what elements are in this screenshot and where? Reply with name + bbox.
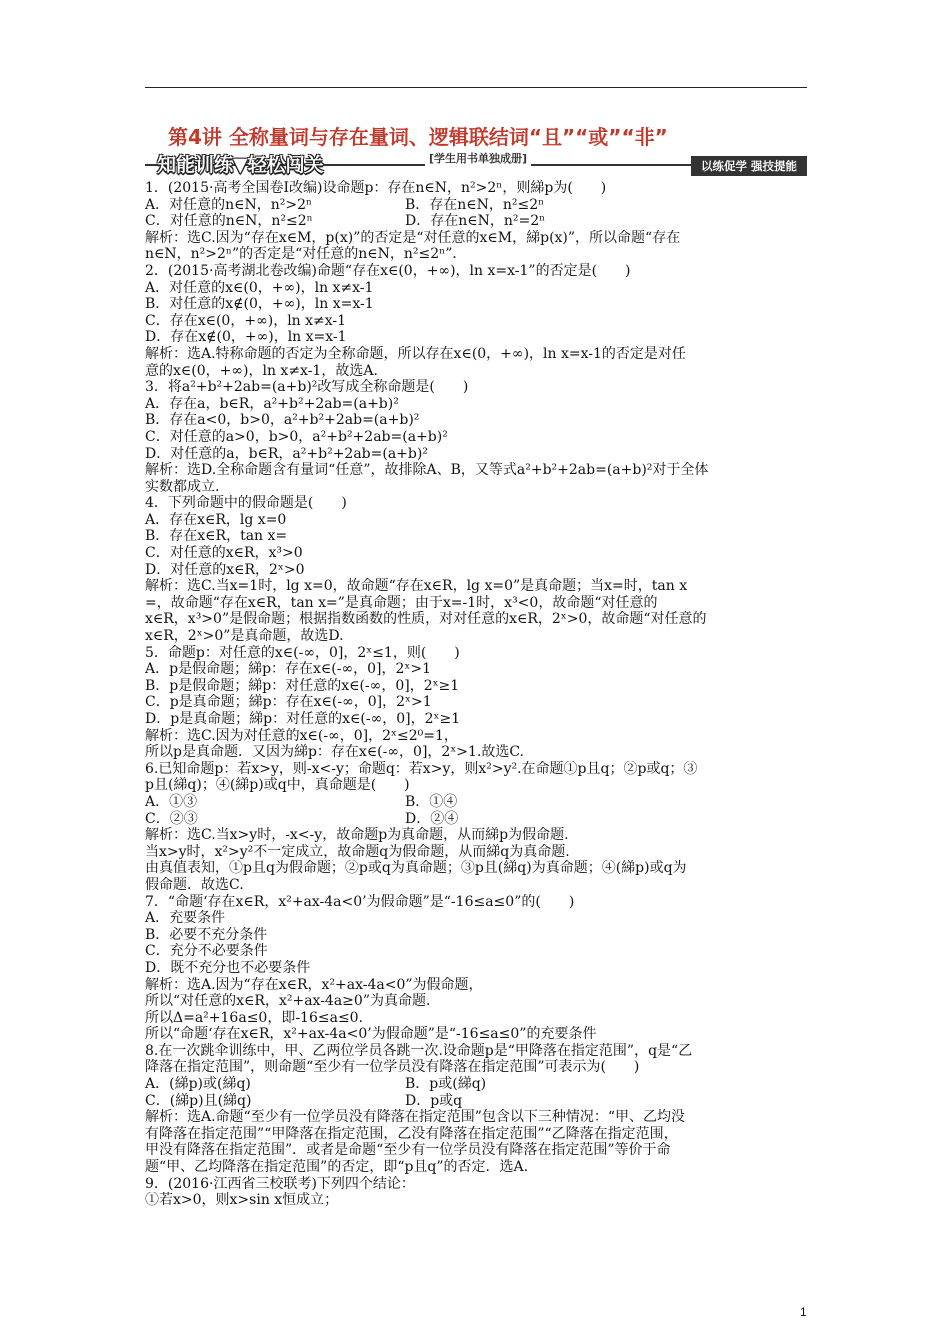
option-row — [145, 197, 807, 214]
option-text: A．(綈p)或(綈q) — [145, 1076, 251, 1093]
option-text: C．(綈p)且(綈q) — [145, 1092, 252, 1109]
text-line: 解析：选A.特称命题的否定为全称命题，所以存在x∈(0，+∞)，ln x=x-1的否定是对任 — [145, 345, 686, 362]
banner-note: [学生用书单独成册] — [425, 150, 531, 166]
option-text: B．p或(綈q) — [405, 1076, 487, 1093]
text-line: 有降落在指定范围”“甲降落在指定范围，乙没有降落在指定范围”“乙降落在指定范围， — [145, 1125, 678, 1142]
text-line: A．充要条件 — [145, 910, 226, 927]
text-line: 3．将a²+b²+2ab=(a+b)²改写成全称命题是( ) — [145, 379, 469, 396]
option-row — [145, 811, 807, 828]
text-line: A．存在x∈R，lg x=0 — [145, 511, 287, 528]
option-text: B．①④ — [405, 793, 458, 810]
option-text: D．②④ — [405, 810, 459, 827]
banner-tag: 以练促学 强技提能 — [691, 156, 807, 176]
text-line: 降落在指定范围”，则命题“至少有一位学员没有降落在指定范围”可表示为( ) — [145, 1059, 640, 1076]
option-row — [145, 213, 807, 230]
text-line: 所以Δ=a²+16a≤0，即-16≤a≤0. — [145, 1009, 364, 1026]
exercise-content — [145, 180, 807, 1209]
text-line: 解析：选A.因为“存在x∈R，x²+ax-4a<0”为假命题， — [145, 976, 483, 993]
text-line: =，故命题“存在x∈R，tan x=”是真命题；由于x=-1时，x³<0，故命题“对任意的 — [145, 594, 658, 611]
page-title: 第4讲 全称量词与存在量词、逻辑联结词“且”“或”“非” — [168, 125, 668, 149]
option-text: A．对任意的n∈N，n²>2ⁿ — [145, 196, 313, 213]
text-line: B．存在a<0，b>0，a²+b²+2ab=(a+b)² — [145, 412, 420, 429]
text-line: x∈R，x³>0”是假命题；根据指数函数的性质，对对任意的x∈R，2ˣ>0，故命题“对任意的 — [145, 611, 707, 628]
text-line: 2．(2015·高考湖北卷改编)命题“存在x∈(0，+∞)，ln x=x-1”的否定是( ) — [145, 262, 631, 279]
text-line: 7．“命题‘存在x∈R，x²+ax-4a<0’为假命题”是“-16≤a≤0”的( ) — [145, 893, 575, 910]
text-line: D．对任意的x∈R，2ˣ>0 — [145, 561, 305, 578]
text-line: 解析：选C.当x>y时，-x<-y，故命题p为真命题，从而綈p为假命题. — [145, 827, 569, 844]
page-number: 1 — [800, 1305, 807, 1319]
text-line: 所以“命题‘存在x∈R，x²+ax-4a<0’为假命题”是“-16≤a≤0”的充要条件 — [145, 1026, 597, 1043]
text-line: 由真值表知，①p且q为假命题；②p或q为真命题；③p且(綈q)为真命题；④(綈p)或q为 — [145, 860, 687, 877]
text-line: C．存在x∈(0，+∞)，ln x≠x-1 — [145, 312, 347, 329]
text-line: C．对任意的x∈R，x³>0 — [145, 545, 303, 562]
text-line: D．对任意的a，b∈R，a²+b²+2ab=(a+b)² — [145, 445, 428, 462]
text-line: A．p是假命题；綈p：存在x∈(-∞，0]，2ˣ>1 — [145, 661, 431, 678]
text-line: B．必要不充分条件 — [145, 926, 268, 943]
text-line: D．p是真命题；綈p：对任意的x∈(-∞，0]，2ˣ≥1 — [145, 711, 461, 727]
text-line: 1．(2015·高考全国卷Ⅰ改编)设命题p：存在n∈N，n²>2ⁿ，则綈p为( ) — [145, 180, 607, 196]
text-line: 所以p是真命题．又因为綈p：存在x∈(-∞，0]，2ˣ>1.故选C. — [145, 744, 524, 761]
text-line: 解析：选D.全称命题含有量词“任意”，故排除A、B，又等式a²+b²+2ab=(a+b)²对于全体 — [145, 462, 709, 479]
text-line: 甲没有降落在指定范围”．或者是命题“至少有一位学员没有降落在指定范围”等价于命 — [145, 1142, 671, 1159]
text-line: x∈R，2ˣ>0”是真命题，故选D. — [145, 628, 344, 645]
text-line: 4．下列命题中的假命题是( ) — [145, 495, 347, 512]
option-text: A．①③ — [145, 793, 198, 810]
text-line: D．既不充分也不必要条件 — [145, 959, 311, 976]
text-line: 意的x∈(0，+∞)，ln x≠x-1，故选A. — [145, 362, 378, 379]
option-row — [145, 1076, 807, 1093]
text-line: C．p是真命题；綈p：存在x∈(-∞，0]，2ˣ>1 — [145, 694, 432, 711]
option-text: D．存在n∈N，n²=2ⁿ — [405, 213, 546, 230]
text-line: C．充分不必要条件 — [145, 943, 268, 960]
text-line: 题“甲、乙均降落在指定范围”的否定，即“p且q”的否定．选A. — [145, 1159, 529, 1176]
option-row — [145, 794, 807, 811]
text-line: 解析：选C.因为“存在x∈M，p(x)”的否定是“对任意的x∈M，綈p(x)”，所以命题“存在 — [145, 229, 681, 246]
text-line: 5．命题p：对任意的x∈(-∞，0]，2ˣ≤1，则( ) — [145, 644, 460, 661]
text-line: B．存在x∈R，tan x= — [145, 528, 288, 545]
text-line: D．存在x∉(0，+∞)，ln x=x-1 — [145, 329, 347, 346]
text-line: 9．(2016·江西省三校联考)下列四个结论： — [145, 1175, 415, 1192]
option-text: C．对任意的n∈N，n²≤2ⁿ — [145, 213, 313, 230]
option-text: C．②③ — [145, 810, 198, 827]
text-line: ①若x>0，则x>sin x恒成立； — [145, 1192, 339, 1209]
text-line: A．对任意的x∈(0，+∞)，ln x≠x-1 — [145, 279, 374, 296]
banner-label: 知能训练▼轻松闯关 — [157, 154, 324, 176]
text-line: 假命题．故选C. — [145, 876, 244, 893]
text-line: B．对任意的x∉(0，+∞)，ln x=x-1 — [145, 296, 374, 313]
text-line: 解析：选A.命题“至少有一位学员没有降落在指定范围”包含以下三种情况：“甲、乙均没 — [145, 1109, 686, 1126]
text-line: 当x>y时，x²>y²不一定成立，故命题q为假命题，从而綈q为真命题. — [145, 843, 570, 860]
text-line: p且(綈q)；④(綈p)或q中，真命题是( ) — [145, 777, 410, 794]
section-banner — [145, 150, 807, 176]
text-line: C．对任意的a>0，b>0，a²+b²+2ab=(a+b)² — [145, 428, 448, 445]
text-line: 实数都成立. — [145, 478, 220, 495]
text-line: A．存在a，b∈R，a²+b²+2ab=(a+b)² — [145, 395, 399, 412]
text-line: n∈N，n²>2ⁿ”的否定是“对任意的n∈N，n²≤2ⁿ”． — [145, 246, 467, 263]
option-row — [145, 1093, 807, 1110]
text-line: 解析：选C.因为对任意的x∈(-∞，0]，2ˣ≤2⁰=1， — [145, 727, 458, 744]
text-line: 8.在一次跳伞训练中，甲、乙两位学员各跳一次.设命题p是“甲降落在指定范围”，q是“乙 — [145, 1042, 693, 1059]
text-line: B．p是假命题；綈p：对任意的x∈(-∞，0]，2ˣ≥1 — [145, 677, 460, 694]
text-line: 6.已知命题p：若x>y，则-x<-y；命题q：若x>y，则x²>y².在命题①p且q；②p或q；③ — [145, 760, 698, 777]
top-rule — [145, 87, 807, 88]
text-line: 所以“对任意的x∈R，x²+ax-4a≥0”为真命题. — [145, 993, 431, 1010]
option-text: D．p或q — [405, 1092, 463, 1109]
text-line: 解析：选C.当x=1时，lg x=0，故命题“存在x∈R，lg x=0”是真命题；当x=时，tan x — [145, 578, 688, 595]
option-text: B．存在n∈N，n²≤2ⁿ — [405, 196, 545, 213]
